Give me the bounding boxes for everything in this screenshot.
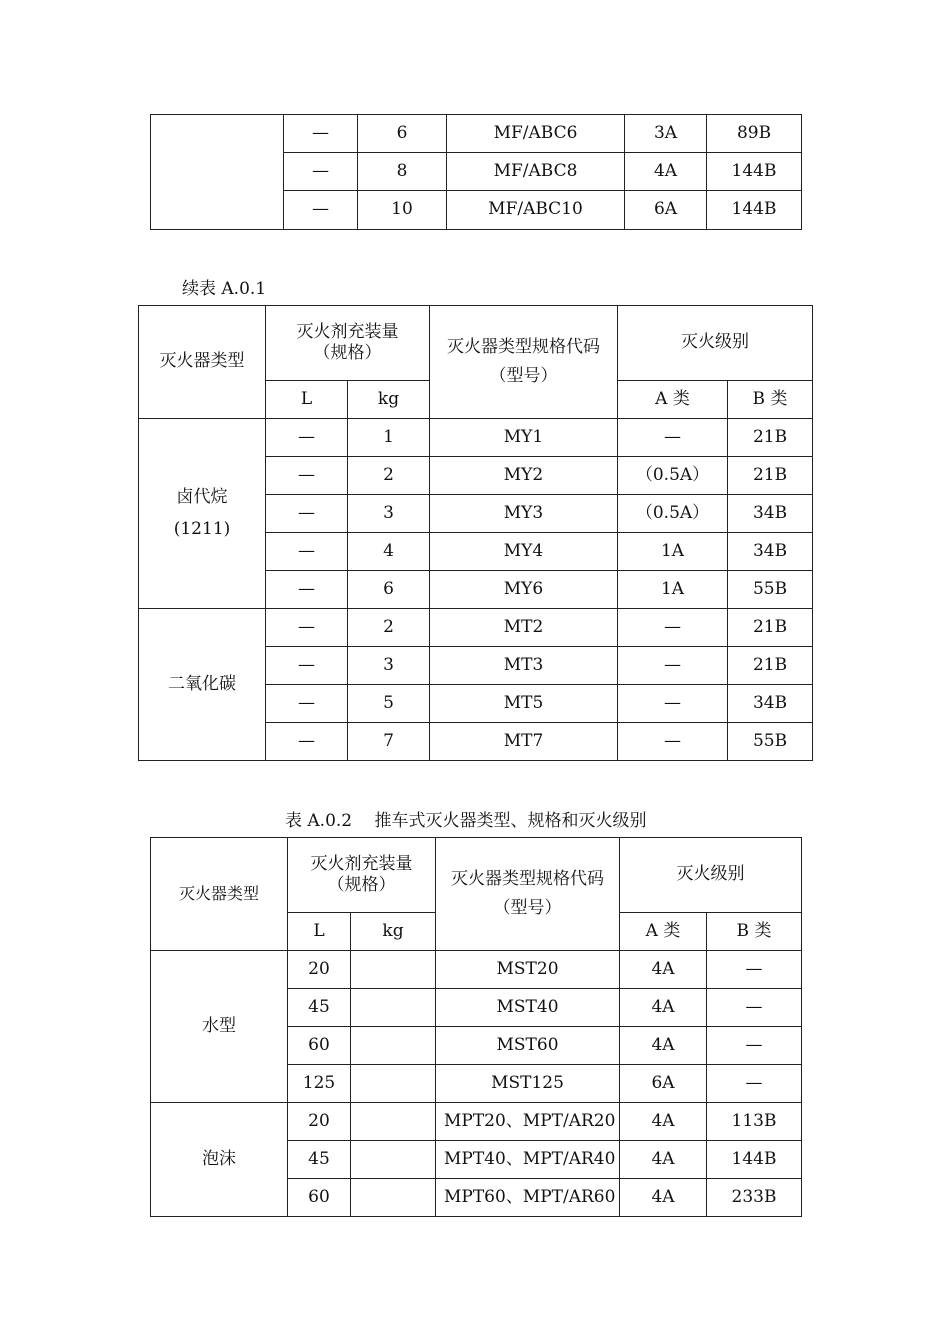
cell-class-a: 4A bbox=[620, 989, 707, 1027]
cell-class-a: 4A bbox=[620, 1179, 707, 1217]
header-row bbox=[139, 306, 813, 381]
cell-l: 45 bbox=[288, 1141, 351, 1179]
table-row bbox=[151, 1103, 802, 1141]
cell-code: MT5 bbox=[430, 685, 618, 723]
cell-l: — bbox=[266, 685, 348, 723]
cell-l: — bbox=[284, 115, 358, 153]
header-fill-amount bbox=[288, 838, 436, 913]
cell-l: 20 bbox=[288, 951, 351, 989]
cell-kg: 1 bbox=[348, 419, 430, 457]
header-type: 灭火器类型 bbox=[139, 306, 266, 419]
cell-class-b: — bbox=[707, 1065, 802, 1103]
header-code-line2: （型号） bbox=[489, 366, 558, 386]
cell-class-a: （0.5A） bbox=[618, 457, 728, 495]
cell-class-b: 21B bbox=[728, 609, 813, 647]
cell-l: — bbox=[284, 153, 358, 191]
cell-code: MT2 bbox=[430, 609, 618, 647]
cell-class-b: 34B bbox=[728, 495, 813, 533]
cell-kg bbox=[351, 951, 436, 989]
cell-l: 20 bbox=[288, 1103, 351, 1141]
cell-l: — bbox=[266, 457, 348, 495]
cell-code: MF/ABC6 bbox=[447, 115, 625, 153]
header-unit-kg: kg bbox=[351, 913, 436, 951]
cell-code: MPT20、MPT/AR20 bbox=[436, 1103, 620, 1141]
cell-l: — bbox=[284, 191, 358, 230]
header-level: 灭火级别 bbox=[620, 838, 802, 913]
cell-class-a: 4A bbox=[620, 1103, 707, 1141]
cell-class-b: 55B bbox=[728, 723, 813, 761]
cell-kg: 3 bbox=[348, 495, 430, 533]
cell-class-b: 55B bbox=[728, 571, 813, 609]
table-a01-caption: 续表 A.0.1 bbox=[182, 279, 267, 299]
group-name-co2: 二氧化碳 bbox=[139, 609, 266, 761]
table-a01 bbox=[138, 305, 813, 761]
header-fill-amount bbox=[266, 306, 430, 381]
header-unit-l: L bbox=[288, 913, 351, 951]
cell-kg bbox=[351, 1027, 436, 1065]
cell-code: MY3 bbox=[430, 495, 618, 533]
header-unit-kg: kg bbox=[348, 381, 430, 419]
cell-kg bbox=[351, 1179, 436, 1217]
cell-l: — bbox=[266, 647, 348, 685]
cell-l: 60 bbox=[288, 1027, 351, 1065]
header-type: 灭火器类型 bbox=[151, 838, 288, 951]
header-code bbox=[436, 838, 620, 951]
cell-class-b: 21B bbox=[728, 647, 813, 685]
cell-class-a: — bbox=[618, 647, 728, 685]
cell-class-b: — bbox=[707, 1027, 802, 1065]
cell-kg bbox=[351, 1141, 436, 1179]
cell-class-a: 1A bbox=[618, 533, 728, 571]
cell-class-a: 6A bbox=[620, 1065, 707, 1103]
cell-l: 60 bbox=[288, 1179, 351, 1217]
table-row bbox=[151, 115, 802, 153]
group-name-foam: 泡沫 bbox=[151, 1103, 288, 1217]
cell-class-a: 3A bbox=[625, 115, 707, 153]
cell-code: MST125 bbox=[436, 1065, 620, 1103]
cell-kg: 7 bbox=[348, 723, 430, 761]
cell-code: MST20 bbox=[436, 951, 620, 989]
cell-class-b: 144B bbox=[707, 153, 802, 191]
cell-class-a: — bbox=[618, 419, 728, 457]
header-class-b: B 类 bbox=[728, 381, 813, 419]
cell-class-a: — bbox=[618, 723, 728, 761]
cell-class-b: 144B bbox=[707, 1141, 802, 1179]
cell-kg: 4 bbox=[348, 533, 430, 571]
header-level: 灭火级别 bbox=[618, 306, 813, 381]
cell-class-b: 34B bbox=[728, 533, 813, 571]
table-row bbox=[139, 609, 813, 647]
cell-class-b: — bbox=[707, 989, 802, 1027]
group-name-line1: 卤代烷 bbox=[176, 487, 228, 508]
header-class-a: A 类 bbox=[620, 913, 707, 951]
cell-l: — bbox=[266, 533, 348, 571]
cell-class-a: 4A bbox=[625, 153, 707, 191]
cell-l: — bbox=[266, 723, 348, 761]
cell-kg: 5 bbox=[348, 685, 430, 723]
cell-code: MF/ABC10 bbox=[447, 191, 625, 230]
cell-class-b: 21B bbox=[728, 419, 813, 457]
cell-code: MPT60、MPT/AR60 bbox=[436, 1179, 620, 1217]
cell-class-b: — bbox=[707, 951, 802, 989]
cell-kg bbox=[351, 1065, 436, 1103]
cell-class-b: 113B bbox=[707, 1103, 802, 1141]
cell-code: MST60 bbox=[436, 1027, 620, 1065]
cell-code: MY6 bbox=[430, 571, 618, 609]
cell-kg: 2 bbox=[348, 609, 430, 647]
cell-kg: 10 bbox=[358, 191, 447, 230]
cell-class-b: 21B bbox=[728, 457, 813, 495]
cell-class-a: — bbox=[618, 685, 728, 723]
cell-l: — bbox=[266, 571, 348, 609]
cell-code: MF/ABC8 bbox=[447, 153, 625, 191]
cell-class-b: 233B bbox=[707, 1179, 802, 1217]
cell-kg: 6 bbox=[348, 571, 430, 609]
cell-l: — bbox=[266, 419, 348, 457]
cell-l: 125 bbox=[288, 1065, 351, 1103]
cell-kg bbox=[351, 1103, 436, 1141]
cell-code: MT3 bbox=[430, 647, 618, 685]
cell-kg: 6 bbox=[358, 115, 447, 153]
group-name-water: 水型 bbox=[151, 951, 288, 1103]
cell-code: MY2 bbox=[430, 457, 618, 495]
cell-class-a: 4A bbox=[620, 1027, 707, 1065]
cell-class-a: （0.5A） bbox=[618, 495, 728, 533]
header-row bbox=[151, 838, 802, 913]
cell-class-b: 144B bbox=[707, 191, 802, 230]
cell-l: — bbox=[266, 609, 348, 647]
cell-code: MY4 bbox=[430, 533, 618, 571]
cell-l: — bbox=[266, 495, 348, 533]
table-a02-caption: 表 A.0.2 推车式灭火器类型、规格和灭火级别 bbox=[285, 811, 647, 831]
header-code-line1: 灭火器类型规格代码 bbox=[447, 336, 600, 357]
cell-code: MY1 bbox=[430, 419, 618, 457]
table-row bbox=[139, 419, 813, 457]
header-code-line2: （型号） bbox=[493, 898, 562, 918]
cell-code: MT7 bbox=[430, 723, 618, 761]
type-cell-empty bbox=[151, 115, 284, 230]
header-fill-line2: （规格） bbox=[313, 343, 382, 363]
cell-class-a: 4A bbox=[620, 951, 707, 989]
table-top-continuation bbox=[150, 114, 802, 230]
cell-class-a: 6A bbox=[625, 191, 707, 230]
cell-class-a: 1A bbox=[618, 571, 728, 609]
cell-kg: 2 bbox=[348, 457, 430, 495]
header-fill-line2: （规格） bbox=[327, 875, 396, 895]
group-name-halon bbox=[139, 419, 266, 609]
cell-code: MPT40、MPT/AR40 bbox=[436, 1141, 620, 1179]
group-name-line2: (1211) bbox=[173, 518, 231, 539]
header-code-line1: 灭火器类型规格代码 bbox=[451, 868, 604, 889]
table-row bbox=[151, 951, 802, 989]
header-fill-line1: 灭火剂充装量 bbox=[310, 853, 413, 874]
cell-kg: 3 bbox=[348, 647, 430, 685]
cell-class-b: 89B bbox=[707, 115, 802, 153]
cell-class-a: 4A bbox=[620, 1141, 707, 1179]
cell-l: 45 bbox=[288, 989, 351, 1027]
header-fill-line1: 灭火剂充装量 bbox=[296, 321, 399, 342]
cell-class-a: — bbox=[618, 609, 728, 647]
cell-code: MST40 bbox=[436, 989, 620, 1027]
header-class-a: A 类 bbox=[618, 381, 728, 419]
table-a02 bbox=[150, 837, 802, 1217]
header-unit-l: L bbox=[266, 381, 348, 419]
header-code bbox=[430, 306, 618, 419]
header-class-b: B 类 bbox=[707, 913, 802, 951]
cell-kg: 8 bbox=[358, 153, 447, 191]
cell-kg bbox=[351, 989, 436, 1027]
cell-class-b: 34B bbox=[728, 685, 813, 723]
